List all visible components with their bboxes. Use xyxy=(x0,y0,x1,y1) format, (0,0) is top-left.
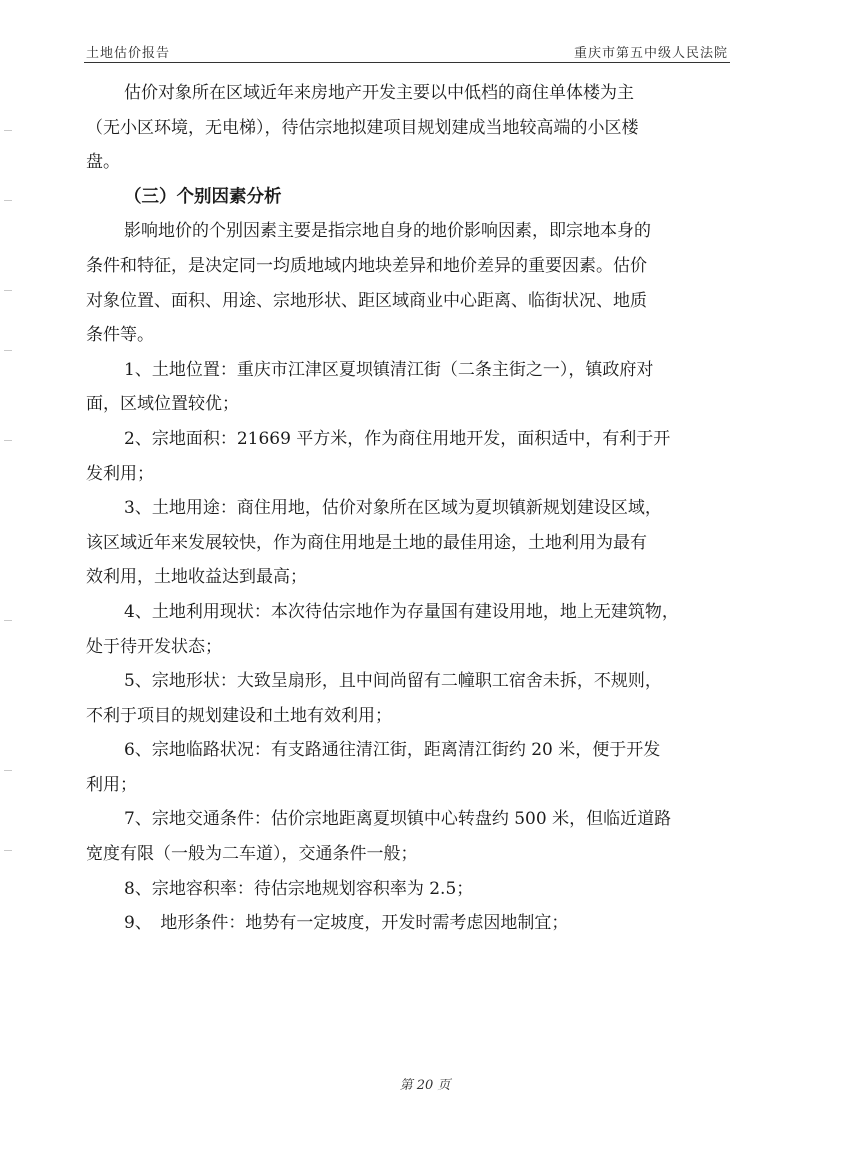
paragraph-line: 估价对象所在区域近年来房地产开发主要以中低档的商住单体楼为主 xyxy=(124,83,634,103)
paragraph-line: 效利用，土地收益达到最高； xyxy=(86,567,307,588)
list-item-current-use: 4、土地利用现状：本次待估宗地作为存量国有建设用地，地上无建筑物， xyxy=(124,601,679,622)
paragraph-line: 条件等。 xyxy=(86,325,154,346)
list-item-traffic: 7、宗地交通条件：估价宗地距离夏坝镇中心转盘约 500 米，但临近道路 xyxy=(124,809,672,830)
scan-artifact xyxy=(4,130,12,131)
scan-artifact xyxy=(4,620,12,621)
list-item-land-area: 2、宗地面积：21669 平方米，作为商住用地开发，面积适中，有利于开 xyxy=(124,428,671,449)
paragraph-line: 对象位置、面积、用途、宗地形状、距区域商业中心距离、临街状况、地质 xyxy=(86,290,647,311)
list-item-terrain: 9、 地形条件：地势有一定坡度，开发时需考虑因地制宜； xyxy=(124,913,569,934)
scan-artifact xyxy=(4,200,12,201)
scan-artifact xyxy=(4,440,12,441)
paragraph-line: 不利于项目的规划建设和土地有效利用； xyxy=(86,705,392,726)
paragraph-line: 条件和特征，是决定同一均质地域内地块差异和地价差异的重要因素。估价 xyxy=(86,255,647,276)
page-number: 第 20 页 xyxy=(399,1078,451,1093)
list-item-parcel-shape: 5、宗地形状：大致呈扇形，且中间尚留有二幢职工宿舍未拆，不规则， xyxy=(124,671,662,692)
list-item-land-use: 3、土地用途：商住用地，估价对象所在区域为夏坝镇新规划建设区域， xyxy=(124,498,662,519)
paragraph-line: 发利用； xyxy=(86,463,154,484)
scan-artifact xyxy=(4,770,12,771)
list-item-road-access: 6、宗地临路状况：有支路通往清江街，距离清江街约 20 米，便于开发 xyxy=(124,740,661,761)
paragraph-line: （无小区环境，无电梯），待估宗地拟建项目规划建成当地较高端的小区楼 xyxy=(86,117,639,138)
header-court-name: 重庆市第五中级人民法院 xyxy=(573,46,728,61)
document-body xyxy=(86,76,732,941)
paragraph-line: 盘。 xyxy=(86,152,120,173)
list-item-land-location: 1、土地位置：重庆市江津区夏坝镇清江街（二条主街之一），镇政府对 xyxy=(124,359,654,380)
scan-artifact xyxy=(4,850,12,851)
paragraph-line: 面，区域位置较优； xyxy=(86,394,239,415)
scan-artifact xyxy=(4,290,12,291)
paragraph-line: 宽度有限（一般为二车道），交通条件一般； xyxy=(86,844,418,865)
paragraph-line: 利用； xyxy=(86,774,137,795)
paragraph-line: 该区域近年来发展较快，作为商住用地是土地的最佳用途，土地利用为最有 xyxy=(86,532,647,553)
paragraph-line: 处于待开发状态； xyxy=(86,636,222,657)
section-heading: （三）个别因素分析 xyxy=(124,186,282,207)
header-divider xyxy=(84,62,730,63)
scan-artifact xyxy=(4,350,12,351)
header-report-title: 土地估价报告 xyxy=(86,46,171,61)
list-item-plot-ratio: 8、宗地容积率：待估宗地规划容积率为 2.5； xyxy=(124,878,474,899)
paragraph-line: 影响地价的个别因素主要是指宗地自身的地价影响因素，即宗地本身的 xyxy=(124,221,651,242)
